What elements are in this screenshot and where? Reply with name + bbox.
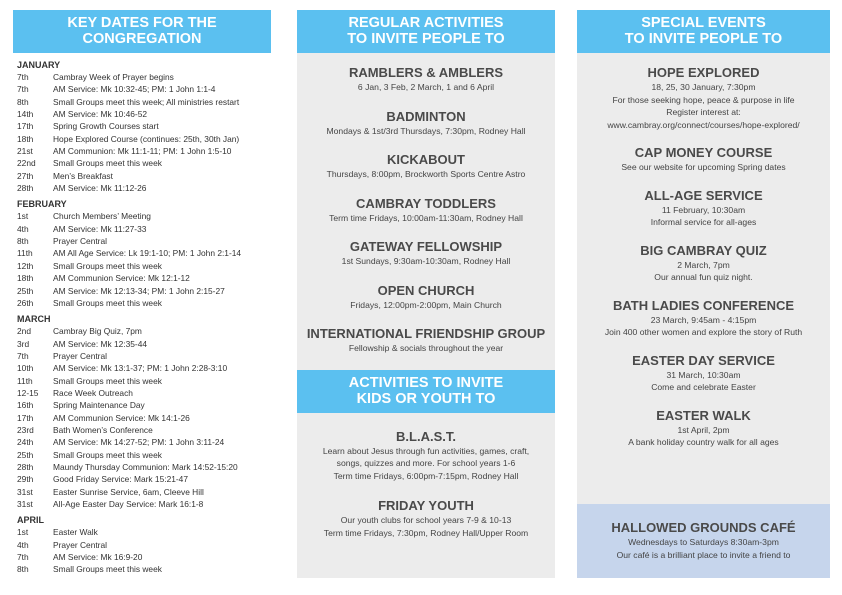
date-label: 7th <box>17 72 29 82</box>
event-item <box>577 353 830 394</box>
date-event: Easter Walk <box>53 527 98 538</box>
date-row <box>17 551 271 563</box>
date-row <box>17 325 271 337</box>
activity-detail: Term time Fridays, 10:00am-11:30am, Rodney Hall <box>329 212 523 223</box>
date-row <box>17 461 271 473</box>
date-row <box>17 210 271 222</box>
date-row <box>17 108 271 120</box>
activity-heading: KICKABOUT <box>387 152 465 167</box>
date-row <box>17 145 271 157</box>
date-label: 26th <box>17 297 34 308</box>
event-item <box>577 188 830 229</box>
event-heading: HOPE EXPLORED <box>647 65 760 80</box>
date-event: Prayer Central <box>53 539 107 550</box>
date-event: AM Service: Mk 11:27-33 <box>53 223 147 234</box>
date-label: 8th <box>17 236 29 247</box>
special-events-title-line2: TO INVITE PEOPLE TO <box>624 31 783 47</box>
date-label: 12th <box>17 260 34 271</box>
activity-item <box>297 239 555 268</box>
date-event: Cambray Big Quiz, 7pm <box>53 326 142 337</box>
event-heading: BIG CAMBRAY QUIZ <box>640 242 767 258</box>
activity-heading: CAMBRAY TODDLERS <box>356 195 496 211</box>
date-label: 2nd <box>17 326 31 337</box>
key-dates-banner <box>13 10 271 53</box>
date-event: AM Service: Mk 10:32-45; PM: 1 John 1:1-4 <box>53 84 216 95</box>
date-label: 11th <box>17 375 33 386</box>
date-label: 7th <box>17 350 29 361</box>
date-row <box>17 285 271 297</box>
date-label: 8th <box>17 564 29 575</box>
date-event: Prayer Central <box>53 350 107 361</box>
event-detail: 23 March, 9:45am - 4:15pm <box>650 314 757 325</box>
date-label: 4th <box>17 539 29 550</box>
activity-heading: RAMBLERS & AMBLERS <box>348 65 504 80</box>
date-label: 31st <box>17 499 33 509</box>
date-label: 18th <box>17 273 34 284</box>
activity-heading: OPEN CHURCH <box>377 282 475 298</box>
date-event: Men’s Breakfast <box>53 170 113 181</box>
event-heading: BATH LADIES CONFERENCE <box>612 297 795 313</box>
kids-youth-title-line2: KIDS OR YOUTH TO <box>356 390 496 407</box>
date-label: 24th <box>17 437 34 448</box>
event-detail: Join 400 other women and explore the story of Ruth <box>604 327 803 337</box>
kids-activity-detail: Learn about Jesus through fun activities, games, craft, <box>322 445 530 456</box>
date-label: 25th <box>17 449 34 460</box>
date-event: All-Age Easter Day Service: Mark 16:1-8 <box>53 499 204 509</box>
activity-detail: Thursdays, 8:00pm, Brockworth Sports Centre Astro <box>326 169 526 179</box>
date-row <box>17 526 271 538</box>
activity-detail: 1st Sundays, 9:30am-10:30am, Rodney Hall <box>341 256 511 266</box>
event-detail: Our annual fun quiz night. <box>654 272 753 282</box>
date-event: AM Communion Service: Mk 14:1-26 <box>53 412 190 423</box>
date-event: AM Service: Mk 14:27-52; PM: 1 John 3:11-24 <box>53 437 225 448</box>
activity-item <box>297 326 555 355</box>
date-event: AM Communion Service: Mk 12:1-12 <box>53 273 190 284</box>
date-row <box>17 83 271 95</box>
regular-activities-list <box>297 53 555 355</box>
cafe-detail-1: Wednesdays to Saturdays 8:30am-3pm <box>628 537 779 547</box>
regular-activities-title-line2: TO INVITE PEOPLE TO <box>347 31 505 47</box>
kids-youth-banner <box>297 370 555 413</box>
key-dates-list <box>13 53 271 576</box>
event-heading: EASTER WALK <box>656 407 751 423</box>
kids-activity-heading: FRIDAY YOUTH <box>378 498 474 513</box>
date-row <box>17 424 271 436</box>
month-heading: APRIL <box>17 515 44 526</box>
event-item <box>577 408 830 449</box>
date-event: Race Week Outreach <box>53 387 133 398</box>
date-event: Hope Explored Course (continues: 25th, 30th Jan) <box>53 133 240 144</box>
date-label: 11th <box>17 248 33 259</box>
date-label: 7th <box>17 552 29 563</box>
regular-activities-title-line1: REGULAR ACTIVITIES <box>348 15 504 31</box>
month-heading: JANUARY <box>17 60 61 70</box>
month-heading: FEBRUARY <box>17 199 67 210</box>
date-event: Small Groups meet this week <box>53 564 162 575</box>
date-row <box>17 157 271 169</box>
event-detail: Informal service for all-ages <box>650 217 757 227</box>
event-detail: 2 March, 7pm <box>677 259 730 270</box>
date-row <box>17 272 271 284</box>
date-row <box>17 235 271 247</box>
event-detail: 18, 25, 30 January, 7:30pm <box>651 82 756 92</box>
activity-detail: 6 Jan, 3 Feb, 2 March, 1 and 6 April <box>357 82 495 92</box>
date-row <box>17 338 271 350</box>
date-label: 10th <box>17 363 34 374</box>
date-row <box>17 247 271 259</box>
date-label: 31st <box>17 486 33 497</box>
date-event: AM Communion: Mk 11:1-11; PM: 1 John 1:5-10 <box>53 146 232 157</box>
event-detail: A bank holiday country walk for all ages <box>628 437 779 447</box>
regular-activities-column <box>297 10 555 578</box>
date-event: AM Service: Mk 12:13-34; PM: 1 John 2:15-27 <box>53 285 225 296</box>
date-event: Spring Maintenance Day <box>53 400 145 411</box>
event-detail: For those seeking hope, peace & purpose in life <box>612 94 795 105</box>
kids-activity-detail: Term time Fridays, 7:30pm, Rodney Hall/Upper Room <box>323 527 529 538</box>
event-detail: Register interest at: <box>666 107 741 117</box>
date-event: Small Groups meet this week <box>53 449 162 460</box>
date-row <box>17 120 271 132</box>
kids-activity-detail: songs, quizzes and more. For school years 1-6 <box>336 458 516 468</box>
date-label: 3rd <box>17 338 30 349</box>
date-event: AM Service: Mk 12:35-44 <box>53 338 148 349</box>
activity-item <box>297 196 555 225</box>
date-event: AM Service: Mk 11:12-26 <box>53 183 147 194</box>
date-event: Easter Sunrise Service, 6am, Cleeve Hill <box>53 486 204 497</box>
date-row <box>17 182 271 194</box>
date-label: 1st <box>17 527 29 538</box>
key-dates-title-line2: CONGREGATION <box>82 31 202 47</box>
activity-item <box>297 109 555 138</box>
date-event: Small Groups meet this week <box>53 260 162 271</box>
date-event: Good Friday Service: Mark 15:21-47 <box>53 474 188 485</box>
activity-detail: Mondays & 1st/3rd Thursdays, 7:30pm, Rodney Hall <box>326 125 526 136</box>
date-event: Prayer Central <box>53 236 107 247</box>
activity-item <box>297 283 555 312</box>
cafe-box <box>577 504 830 578</box>
date-row <box>17 498 271 510</box>
event-item <box>577 65 830 131</box>
date-row <box>17 350 271 362</box>
special-events-column <box>577 10 830 578</box>
date-row <box>17 297 271 309</box>
date-row <box>17 412 271 424</box>
date-label: 18th <box>17 133 34 144</box>
date-row <box>17 133 271 145</box>
special-events-banner <box>577 10 830 53</box>
date-event: Cambray Week of Prayer begins <box>53 72 174 82</box>
date-event: Maundy Thursday Communion: Mark 14:52-15:20 <box>53 461 238 472</box>
activity-detail: Fridays, 12:00pm-2:00pm, Main Church <box>350 299 502 310</box>
event-heading: ALL-AGE SERVICE <box>644 187 763 203</box>
date-event: Small Groups meet this week <box>53 297 162 308</box>
date-row <box>17 563 271 575</box>
date-label: 8th <box>17 96 29 107</box>
activity-heading: INTERNATIONAL FRIENDSHIP GROUP <box>306 326 546 341</box>
event-detail: www.cambray.org/connect/courses/hope-explored/ <box>607 119 800 130</box>
special-events-title-line1: SPECIAL EVENTS <box>641 15 766 31</box>
date-row <box>17 436 271 448</box>
cafe-heading: HALLOWED GROUNDS CAFÉ <box>611 520 796 535</box>
kids-activity-item <box>297 429 555 483</box>
date-row <box>17 387 271 399</box>
date-label: 1st <box>17 211 29 222</box>
date-event: Small Groups meet this week <box>53 375 162 386</box>
key-dates-column <box>13 10 271 576</box>
date-label: 28th <box>17 461 34 472</box>
date-row <box>17 375 271 387</box>
date-label: 7th <box>17 84 29 95</box>
date-row <box>17 362 271 374</box>
date-event: AM All Age Service: Lk 19:1-10; PM: 1 John 2:1-14 <box>53 248 242 259</box>
date-label: 25th <box>17 285 34 296</box>
date-event: AM Service: Mk 10:46-52 <box>53 109 148 120</box>
regular-activities-banner <box>297 10 555 53</box>
date-row <box>17 260 271 272</box>
activity-heading: BADMINTON <box>386 108 466 124</box>
date-label: 29th <box>17 474 34 485</box>
activity-item <box>297 152 555 181</box>
kids-youth-list <box>297 413 555 540</box>
event-detail: See our website for upcoming Spring dates <box>621 162 786 172</box>
date-event: Small Groups meet this week <box>53 158 162 169</box>
activity-item <box>297 65 555 94</box>
date-label: 4th <box>17 223 29 234</box>
date-event: Spring Growth Courses start <box>53 121 159 132</box>
date-label: 16th <box>17 400 34 411</box>
date-event: AM Service: Mk 16:9-20 <box>53 552 143 563</box>
date-label: 21st <box>17 146 33 157</box>
date-label: 14th <box>17 109 34 120</box>
date-label: 23rd <box>17 424 34 435</box>
activity-heading: GATEWAY FELLOWSHIP <box>349 239 503 254</box>
event-item <box>577 145 830 174</box>
date-row <box>17 486 271 498</box>
date-row <box>17 96 271 108</box>
date-label: 22nd <box>17 158 36 169</box>
date-label: 28th <box>17 183 34 194</box>
date-row <box>17 539 271 551</box>
kids-youth-title-line1: ACTIVITIES TO INVITE <box>348 374 504 391</box>
kids-activity-detail: Term time Fridays, 6:00pm-7:15pm, Rodney Hall <box>333 470 519 481</box>
date-label: 27th <box>17 170 34 181</box>
kids-activity-detail: Our youth clubs for school years 7-9 & 10-13 <box>340 515 512 525</box>
cafe-detail-2: Our café is a brilliant place to invite a friend to <box>616 549 791 560</box>
event-heading: CAP MONEY COURSE <box>634 145 773 160</box>
kids-activity-item <box>297 498 555 539</box>
kids-activity-heading: B.L.A.S.T. <box>396 428 456 444</box>
date-event: Bath Women’s Conference <box>53 424 153 435</box>
event-detail: Come and celebrate Easter <box>651 382 756 392</box>
date-row <box>17 223 271 235</box>
date-label: 17th <box>17 121 34 132</box>
date-row <box>17 170 271 182</box>
event-detail: 31 March, 10:30am <box>666 369 741 380</box>
date-label: 17th <box>17 412 34 423</box>
event-heading: EASTER DAY SERVICE <box>632 352 775 368</box>
key-dates-title-line1: KEY DATES FOR THE <box>67 15 217 31</box>
date-row <box>17 71 271 83</box>
activity-detail: Fellowship & socials throughout the year <box>348 343 504 353</box>
event-item <box>577 243 830 284</box>
event-detail: 11 February, 10:30am <box>661 204 746 215</box>
special-events-list <box>577 53 830 449</box>
event-detail: 1st April, 2pm <box>677 424 730 435</box>
date-row <box>17 449 271 461</box>
date-row <box>17 399 271 411</box>
month-heading: MARCH <box>17 314 51 325</box>
date-event: Small Groups meet this week; All ministries restart <box>53 96 240 107</box>
event-item <box>577 298 830 339</box>
date-event: Church Members’ Meeting <box>53 211 151 222</box>
date-label: 12-15 <box>17 387 39 398</box>
date-row <box>17 473 271 485</box>
date-event: AM Service: Mk 13:1-37; PM: 1 John 2:28-3:10 <box>53 363 228 374</box>
